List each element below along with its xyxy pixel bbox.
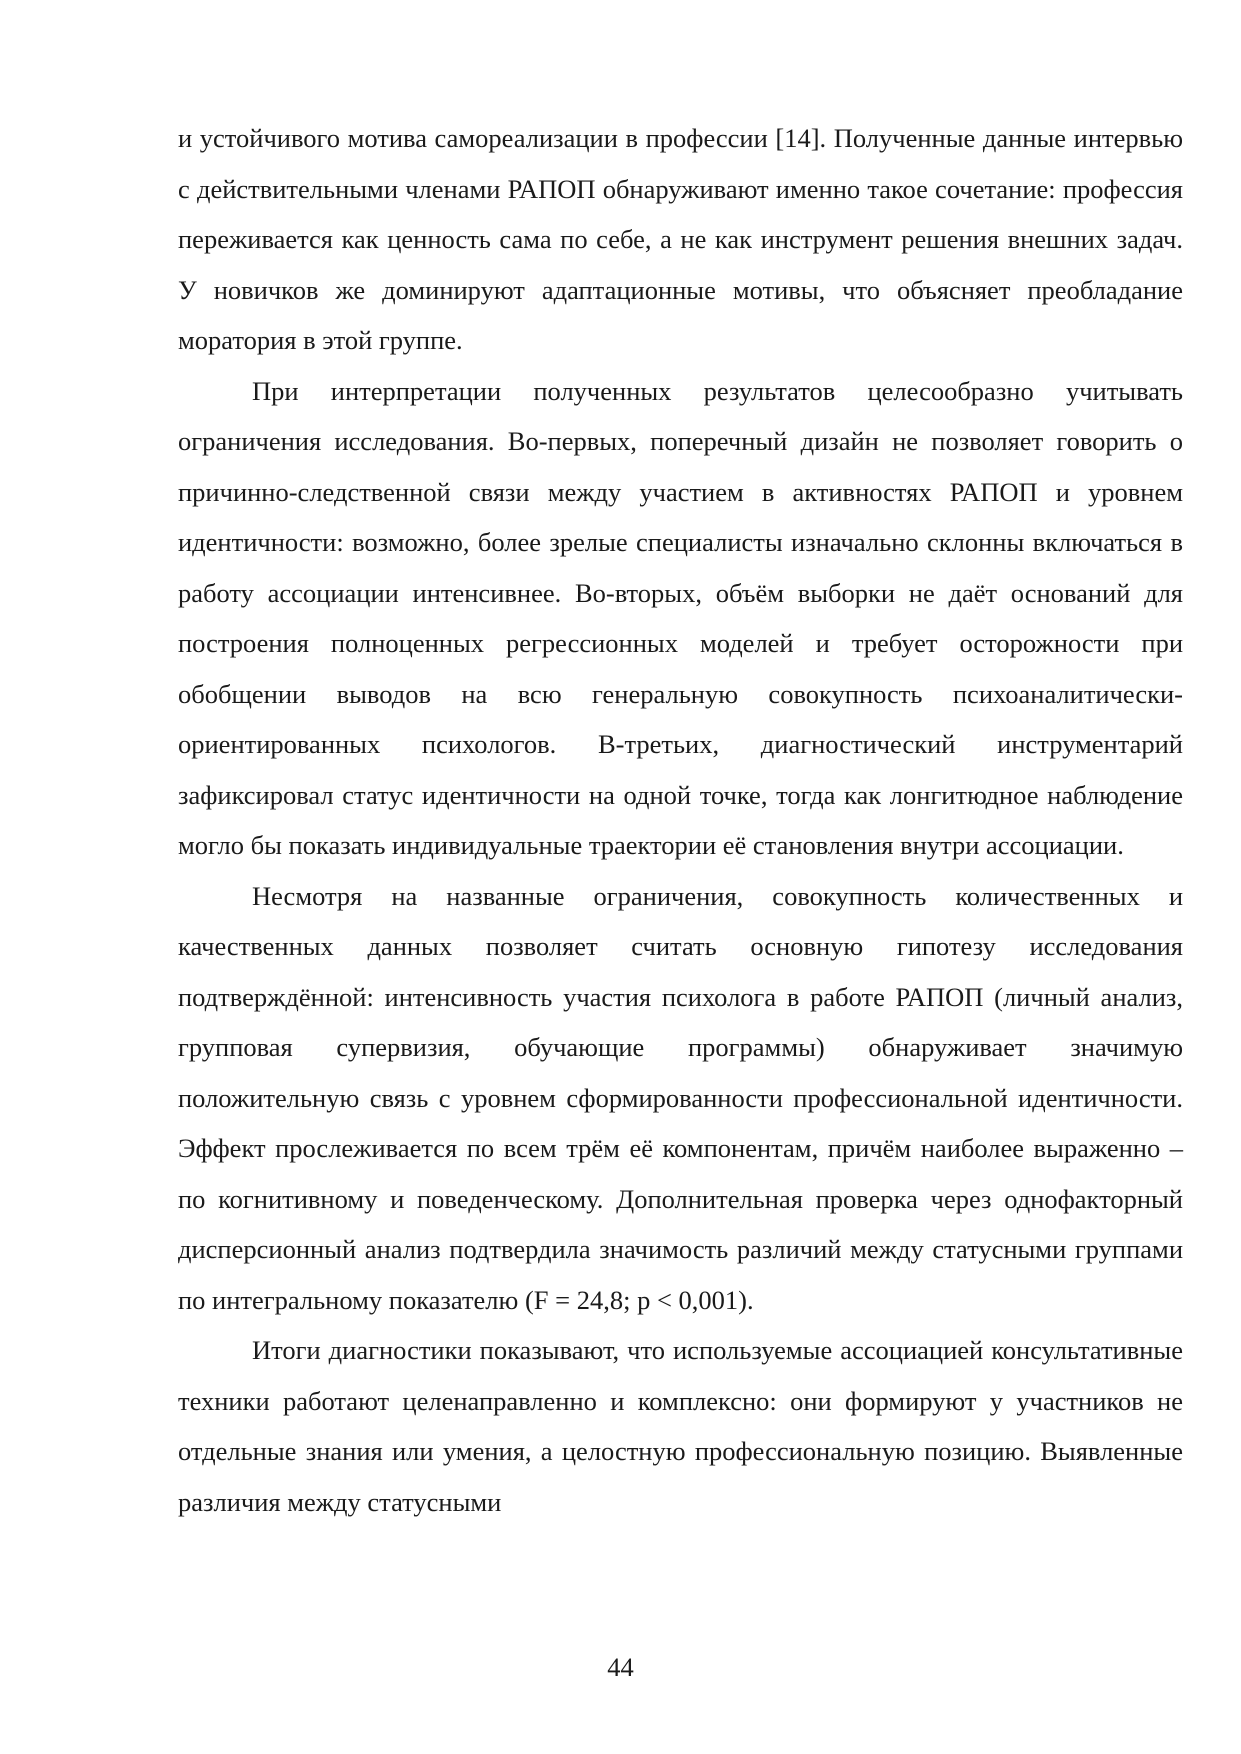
- paragraph-limitations: При интерпретации полученных результатов целесообразно учитывать ограничения исследования. Во-первых, поперечный дизайн не позволяет говорить о причинно-следственной связи между участием в активностях РАПОП и уровнем идентичности: возможно, более зрелые специалисты изначально склонны включаться в работу ассоциации интенсивнее. Во-вторых, объём выборки не даёт оснований для построения полноценных регрессионных моделей и требует осторожности при обобщении выводов на всю генеральную совокупность психоаналитически-ориентированных психологов. В-третьих, диагностический инструментарий зафиксировал статус идентичности на одной точке, тогда как лонгитюдное наблюдение могло бы показать индивидуальные траектории её становления внутри ассоциации.: [178, 375, 1183, 860]
- paragraph-conclusions: Итоги диагностики показывают, что используемые ассоциацией консультативные техники работают целенаправленно и комплексно: они формируют у участников не отдельные знания или умения, а целостную профессиональную позицию. Выявленные различия между статусными: [178, 1335, 1183, 1517]
- body-text: [178, 113, 1183, 1527]
- paragraph-continuation: и устойчивого мотива самореализации в профессии [14]. Полученные данные интервью с действительными членами РАПОП обнаруживают именно такое сочетание: профессия переживается как ценность сама по себе, а не как инструмент решения внешних задач. У новичков же доминируют адаптационные мотивы, что объясняет преобладание моратория в этой группе.: [178, 123, 1183, 355]
- paragraph-hypothesis: Несмотря на названные ограничения, совокупность количественных и качественных данных позволяет считать основную гипотезу исследования подтверждённой: интенсивность участия психолога в работе РАПОП (личный анализ, групповая супервизия, обучающие программы) обнаруживает значимую положительную связь с уровнем сформированности профессиональной идентичности. Эффект прослеживается по всем трём её компонентам, причём наиболее выраженно – по когнитивному и поведенческому. Дополнительная проверка через однофакторный дисперсионный анализ подтвердила значимость различий между статусными группами по интегральному показателю (F = 24,8; p < 0,001).: [178, 880, 1183, 1315]
- page-number: 44: [607, 1652, 634, 1682]
